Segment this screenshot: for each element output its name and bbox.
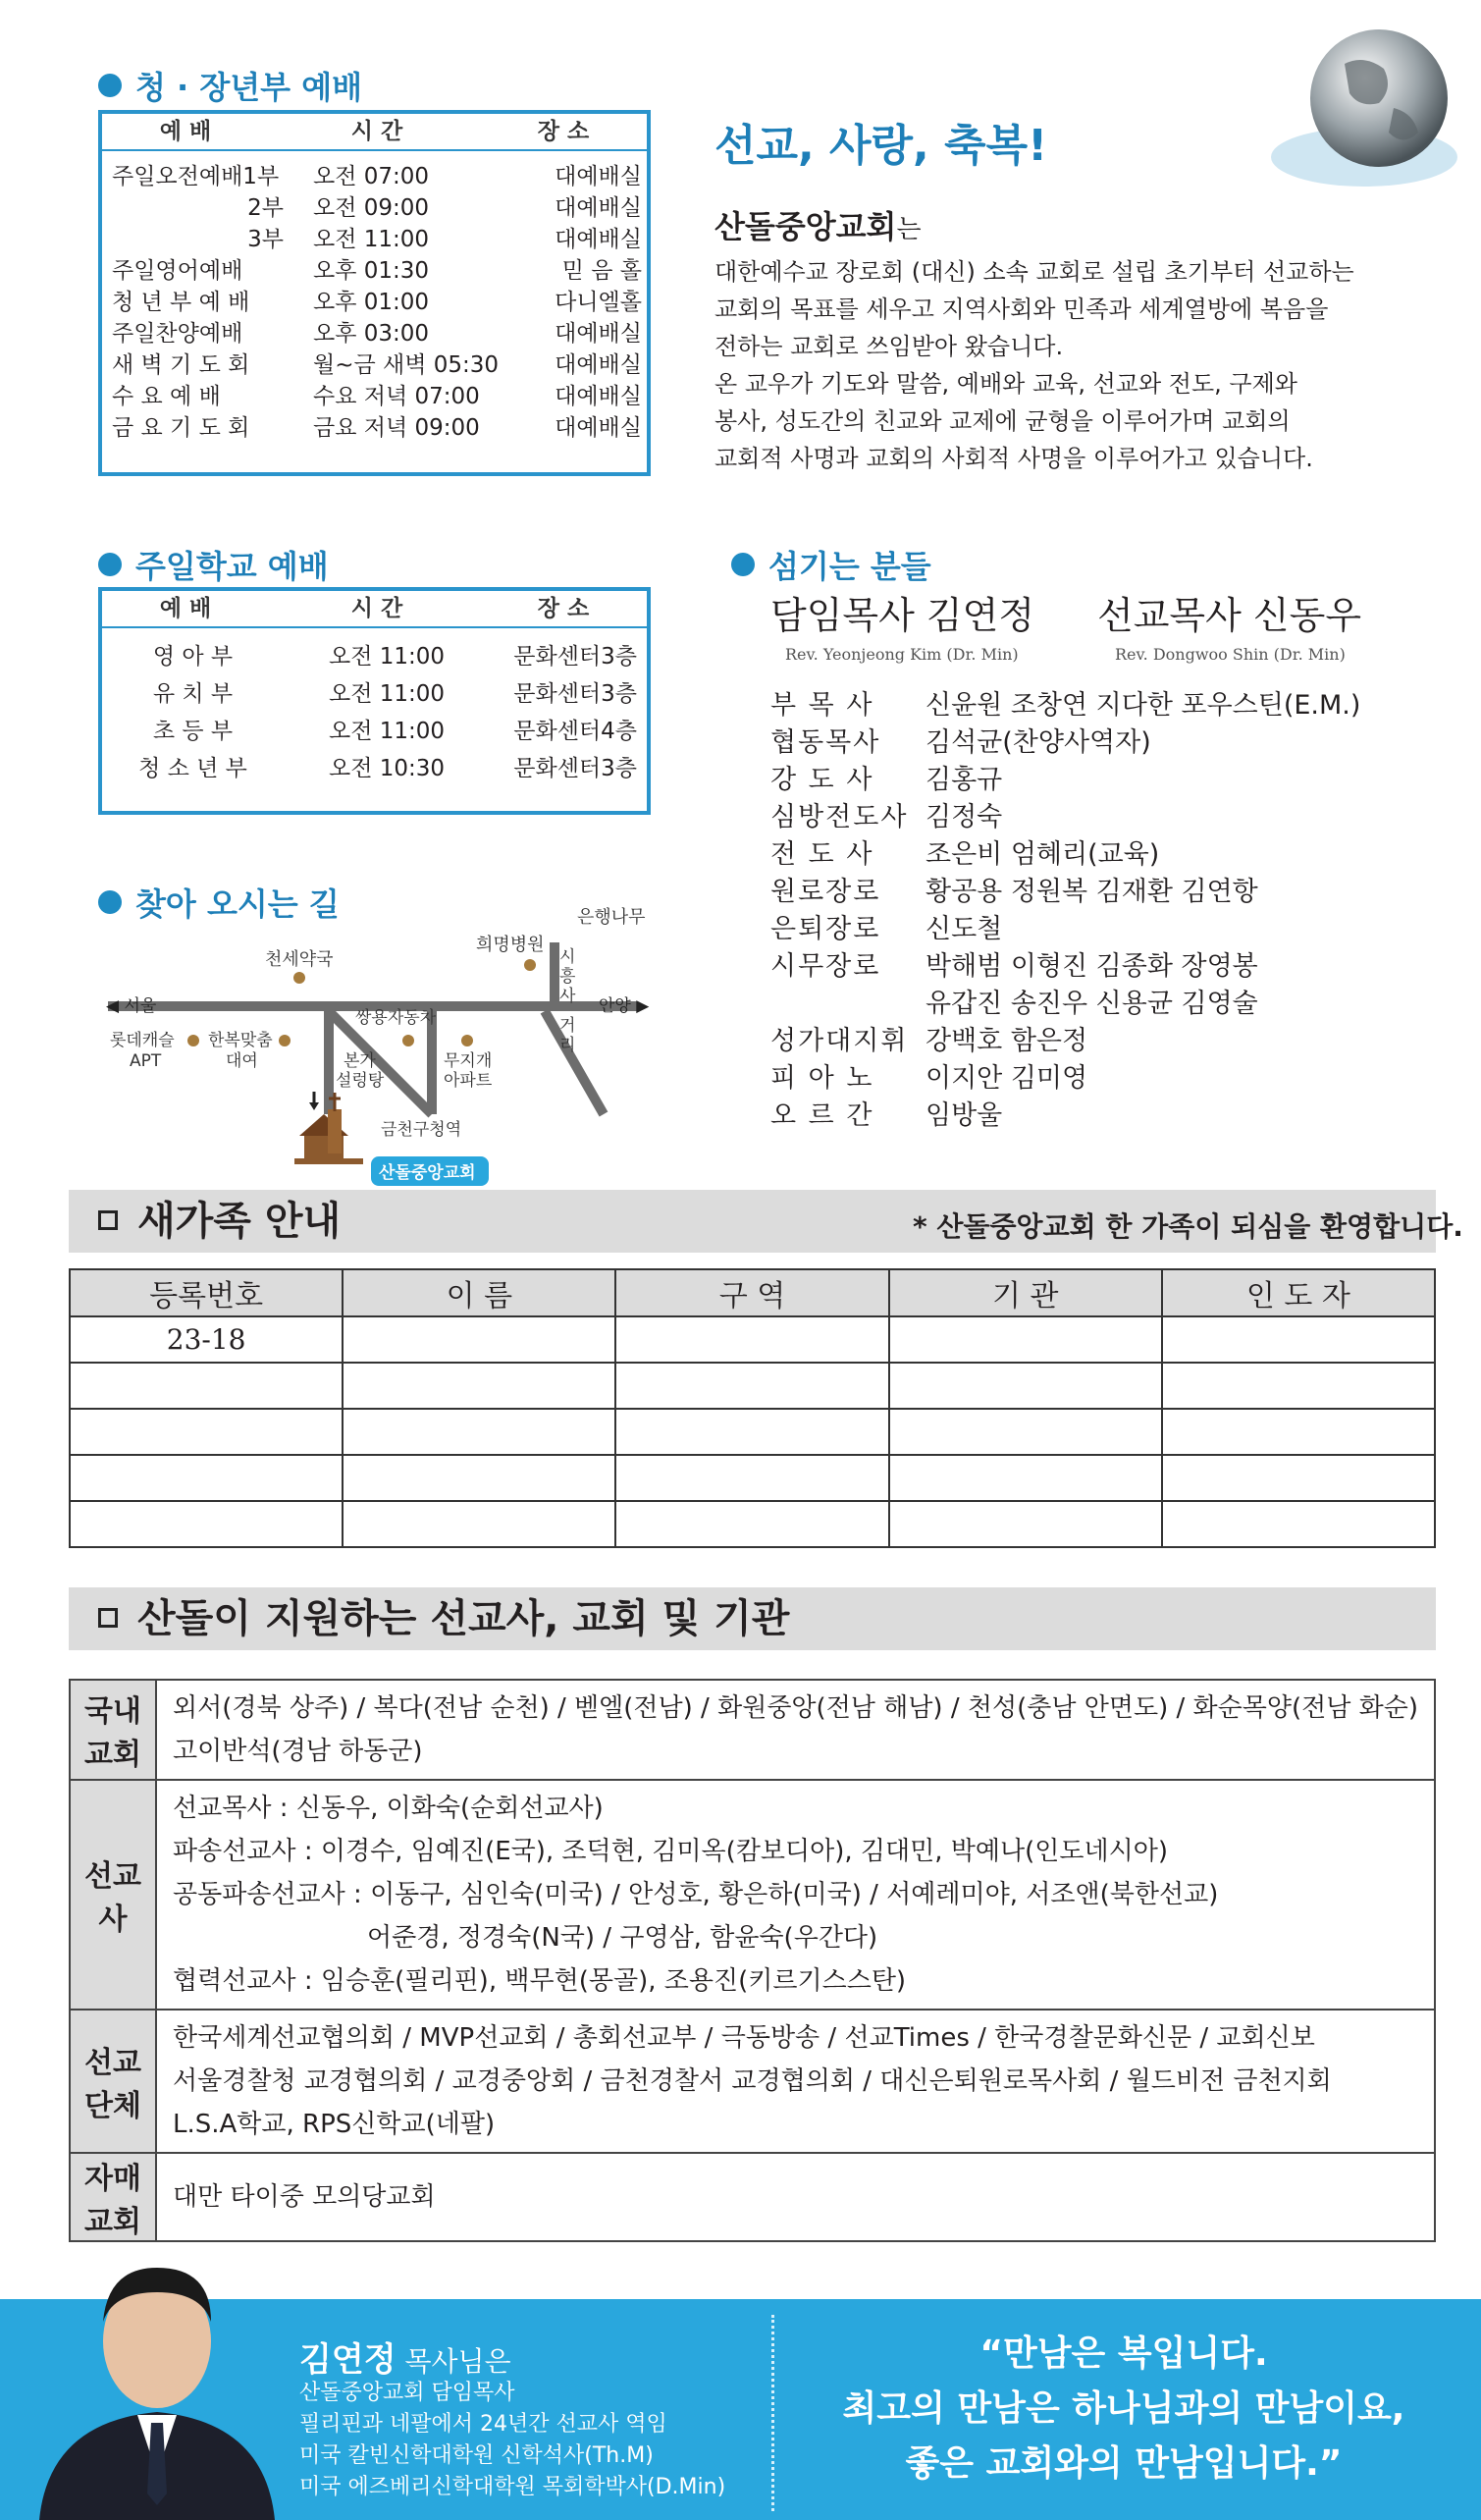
row-worship: 영 아 부 <box>152 644 234 670</box>
map-label-east: 안양 ▶ <box>599 996 650 1016</box>
row-place: 문화센터4층 <box>513 719 637 744</box>
mission-label: 국내교회 <box>70 1680 156 1780</box>
row-time: 오전 09:00 <box>313 195 430 221</box>
row-place: 대예배실 <box>555 321 642 347</box>
table-cell <box>889 1455 1162 1501</box>
mission-content <box>156 2010 1435 2153</box>
header-place: 장 소 <box>537 119 590 144</box>
bullet-dot-icon <box>98 74 122 97</box>
table-cell <box>343 1409 615 1455</box>
mission-label: 선교단체 <box>70 2010 156 2153</box>
servant-names: 김홍규 <box>926 765 1003 795</box>
header-worship: 예 배 <box>159 596 212 621</box>
servants-list <box>770 687 1360 1135</box>
row-time: 월~금 새벽 05:30 <box>313 352 500 378</box>
table-cell <box>343 1455 615 1501</box>
intro-church-suffix: 는 <box>896 215 922 244</box>
youth-worship-rows <box>102 151 647 444</box>
missions-header <box>69 1587 1436 1650</box>
table-header <box>102 114 647 151</box>
row-worship: 수 요 예 배 <box>112 384 221 409</box>
row-time: 오후 01:30 <box>313 258 430 284</box>
servant-row <box>770 1023 1360 1060</box>
table-cell: 23-18 <box>70 1316 343 1363</box>
servant-names: 임방울 <box>926 1100 1003 1131</box>
servant-row <box>770 836 1360 874</box>
table-row <box>102 349 647 381</box>
column-header: 기 관 <box>889 1269 1162 1316</box>
row-worship: 청 년 부 예 배 <box>112 290 250 315</box>
mission-label: 선교사 <box>70 1780 156 2010</box>
table-cell <box>615 1455 888 1501</box>
bullet-dot-icon <box>98 553 122 576</box>
servant-row <box>770 874 1360 911</box>
servant-row <box>770 799 1360 836</box>
servant-row <box>770 762 1360 799</box>
row-place: 대예배실 <box>555 384 642 409</box>
table-cell <box>343 1501 615 1547</box>
table-cell <box>343 1363 615 1409</box>
intro-paragraph <box>714 253 1354 477</box>
row-place: 문화센터3층 <box>513 681 637 707</box>
intro-line: 전하는 교회로 쓰임받아 왔습니다. <box>714 333 1064 360</box>
servant-role <box>770 986 926 1023</box>
youth-worship-table <box>98 110 651 476</box>
servant-names: 황공용 정원복 김재환 김연항 <box>926 877 1258 907</box>
table-cell <box>70 1501 343 1547</box>
footer-quote <box>790 2327 1457 2492</box>
map-label-siheung-3: 사 <box>559 987 576 1006</box>
footer-name-suffix: 목사님은 <box>396 2345 511 2378</box>
table-cell <box>70 1455 343 1501</box>
table-row <box>102 287 647 318</box>
servant-names: 강백호 함은정 <box>926 1026 1088 1056</box>
servant-role: 심방전도사 <box>770 802 909 832</box>
bio-line: 미국 칼빈신학대학원 신학석사(Th.M) <box>299 2443 654 2468</box>
row-time: 오후 01:00 <box>313 290 430 315</box>
map-label-bonga2: 설렁탕 <box>336 1071 385 1091</box>
map-label-hanbok2: 대여 <box>226 1051 258 1071</box>
servant-role: 부 목 사 <box>770 690 874 721</box>
mission-line: 파송선교사 : 이경수, 임예진(E국), 조덕현, 김미옥(캄보디아), 김대민, 박예나(인도네시아) <box>172 1837 1169 1866</box>
servant-role: 성가대지휘 <box>770 1026 909 1056</box>
map-label-pharmacy: 천세약국 <box>265 949 334 970</box>
mission-label: 자매교회 <box>70 2153 156 2241</box>
table-row <box>102 675 647 713</box>
row-place: 믿 음 홀 <box>561 258 642 284</box>
servant-role: 피 아 노 <box>770 1063 874 1094</box>
intro-line: 교회의 목표를 세우고 지역사회와 민족과 세계열방에 복음을 <box>714 295 1329 323</box>
table-cell <box>889 1316 1162 1363</box>
table-cell <box>1162 1501 1435 1547</box>
row-place: 문화센터3층 <box>513 756 637 781</box>
row-place: 대예배실 <box>555 415 642 441</box>
table-cell <box>889 1409 1162 1455</box>
servant-names: 박해범 이형진 김종화 장영봉 <box>926 951 1258 982</box>
directions-map <box>88 903 677 1198</box>
new-family-title: 새가족 안내 <box>137 1199 342 1244</box>
table-cell <box>1162 1409 1435 1455</box>
table-cell <box>615 1363 888 1409</box>
map-label-bonga1: 본가 <box>344 1051 376 1071</box>
table-cell <box>1162 1363 1435 1409</box>
header-worship: 예 배 <box>159 119 212 144</box>
servant-names: 김석균(찬양사역자) <box>926 727 1151 758</box>
table-row <box>102 750 647 787</box>
servant-role: 은퇴장로 <box>770 914 881 944</box>
intro-church-line <box>714 202 922 247</box>
pastor1-name: 담임목사 김연정 <box>770 594 1035 637</box>
table-row <box>70 1455 1435 1501</box>
servant-role: 전 도 사 <box>770 839 874 870</box>
mission-content <box>156 1780 1435 2010</box>
servant-row <box>770 724 1360 762</box>
map-label-siheung-5: 리 <box>559 1036 576 1055</box>
mission-line: 서울경찰청 교경협의회 / 교경중앙회 / 금천경찰서 교경협의회 / 대신은퇴원로목사회 / 월드비전 금천지회 <box>172 2066 1332 2096</box>
intro-church-name: 산돌중앙교회 <box>714 208 897 245</box>
bio-line: 산돌중앙교회 담임목사 <box>299 2381 515 2405</box>
footer-name-line <box>299 2332 511 2381</box>
bio-line: 미국 에즈베리신학대학원 목회학박사(D.Min) <box>299 2475 726 2499</box>
youth-worship-title: 청 · 장년부 예배 <box>98 63 362 108</box>
row-place: 대예배실 <box>555 227 642 252</box>
servant-names: 이지안 김미영 <box>926 1063 1088 1094</box>
servant-role: 오 르 간 <box>770 1100 874 1131</box>
missions-table <box>69 1679 1436 2242</box>
bio-line: 필리핀과 네팔에서 24년간 선교사 역임 <box>299 2412 667 2437</box>
row-worship: 주일찬양예배 <box>112 321 243 347</box>
table-row <box>102 255 647 287</box>
servant-row <box>770 986 1360 1023</box>
checkbox-square-icon <box>98 1608 118 1628</box>
mission-line: 어준경, 정경숙(N국) / 구영삼, 함윤숙(우간다) <box>366 1923 878 1953</box>
map-label-siheung-4: 거 <box>559 1016 576 1036</box>
row-worship: 금 요 기 도 회 <box>112 415 250 441</box>
mission-row <box>70 1680 1435 1780</box>
directions-title: 찾아 오시는 길 <box>98 880 340 925</box>
row-time: 오전 10:30 <box>328 756 446 781</box>
map-label-car: 쌍용자동차 <box>355 1008 437 1028</box>
quote-line: “만남은 복입니다. <box>979 2333 1268 2374</box>
map-label-siheung-2: 흥 <box>559 967 576 987</box>
pastor-photo <box>29 2248 285 2520</box>
mission-line: 대만 타이중 모의당교회 <box>172 2182 436 2212</box>
row-place: 대예배실 <box>555 164 642 189</box>
mission-line: 한국세계선교협의회 / MVP선교회 / 총회선교부 / 극동방송 / 선교Times / 한국경찰문화신문 / 교회신보 <box>172 2023 1315 2053</box>
column-header: 인 도 자 <box>1162 1269 1435 1316</box>
row-worship: 유 치 부 <box>152 681 234 707</box>
row-place: 문화센터3층 <box>513 644 637 670</box>
map-label-mujigae1: 무지개 <box>444 1051 493 1071</box>
row-time: 오전 11:00 <box>328 719 446 744</box>
map-label-church: 산돌중앙교회 <box>379 1163 476 1183</box>
header-place: 장 소 <box>537 596 590 621</box>
row-place: 다니엘홀 <box>555 290 642 315</box>
table-row <box>102 318 647 349</box>
servant-role: 원로장로 <box>770 877 881 907</box>
row-time: 오전 11:00 <box>328 681 446 707</box>
mission-line: L.S.A학교, RPS신학교(네팔) <box>172 2110 496 2139</box>
intro-headline: 선교, 사랑, 축복! <box>714 121 1048 171</box>
mission-row <box>70 2153 1435 2241</box>
table-cell <box>615 1316 888 1363</box>
table-header <box>102 591 647 628</box>
mission-row <box>70 2010 1435 2153</box>
column-header: 등록번호 <box>70 1269 343 1316</box>
map-label-station: 금천구청역 <box>381 1120 462 1140</box>
row-worship: 주일영어예배 <box>112 258 243 284</box>
servant-row <box>770 911 1360 948</box>
footer-name: 김연정 <box>299 2340 397 2380</box>
intro-line: 대한예수교 장로회 (대신) 소속 교회로 설립 초기부터 선교하는 <box>714 258 1354 286</box>
map-label-lotte1: 롯데캐슬 <box>110 1031 175 1050</box>
footer-divider <box>771 2315 774 2511</box>
servant-role: 강 도 사 <box>770 765 874 795</box>
servant-role: 시무장로 <box>770 951 881 982</box>
table-row <box>102 381 647 412</box>
row-time: 오전 11:00 <box>313 227 430 252</box>
row-place: 대예배실 <box>555 352 642 378</box>
map-label-hospital: 희명병원 <box>476 935 545 955</box>
servant-row <box>770 687 1360 724</box>
map-label-lotte2: APT <box>130 1051 162 1071</box>
mission-content <box>156 1680 1435 1780</box>
missions-title: 산돌이 지원하는 선교사, 교회 및 기관 <box>137 1596 790 1641</box>
table-row <box>102 412 647 444</box>
table-cell <box>70 1409 343 1455</box>
intro-line: 교회적 사명과 교회의 사회적 사명을 이루어가고 있습니다. <box>714 445 1313 472</box>
servant-names: 유갑진 송진우 신용균 김영술 <box>926 989 1258 1019</box>
servant-row <box>770 1098 1360 1135</box>
row-worship: 주일오전예배1부 <box>112 164 280 189</box>
mission-content <box>156 2153 1435 2241</box>
mission-line: 외서(경북 상주) / 복다(전남 순천) / 벧엘(전남) / 화원중앙(전남 해남) / 천성(충남 안면도) / 화순목양(전남 화순) <box>172 1693 1418 1723</box>
table-cell <box>615 1409 888 1455</box>
table-row <box>70 1316 1435 1363</box>
mission-line: 고이반석(경남 하동군) <box>172 1737 423 1766</box>
intro-line: 온 교우가 기도와 말씀, 예배와 교육, 선교와 전도, 구제와 <box>714 370 1297 398</box>
table-cell <box>889 1501 1162 1547</box>
quote-line: 최고의 만남은 하나님과의 만남이요, <box>842 2388 1405 2429</box>
servant-names: 조은비 엄혜리(교육) <box>926 839 1160 870</box>
map-label-siheung-1: 시 <box>559 947 576 967</box>
header-time: 시 간 <box>350 596 403 621</box>
checkbox-square-icon <box>98 1210 118 1230</box>
row-worship: 2부 <box>247 195 284 221</box>
column-header: 구 역 <box>615 1269 888 1316</box>
footer-bio <box>299 2378 725 2503</box>
servant-names: 신윤원 조창연 지다한 포우스틴(E.M.) <box>926 690 1361 721</box>
new-family-table <box>69 1268 1436 1548</box>
row-time: 수요 저녁 07:00 <box>313 384 480 409</box>
row-worship: 청 소 년 부 <box>138 756 247 781</box>
table-row <box>102 161 647 192</box>
column-header: 이 름 <box>343 1269 615 1316</box>
row-worship: 3부 <box>247 227 284 252</box>
row-time: 금요 저녁 09:00 <box>313 415 480 441</box>
sunday-school-title: 주일학교 예배 <box>98 542 329 587</box>
map-label-mujigae2: 아파트 <box>444 1071 493 1091</box>
table-cell <box>1162 1316 1435 1363</box>
servant-names: 김정숙 <box>926 802 1003 832</box>
row-time: 오후 03:00 <box>313 321 430 347</box>
table-row <box>102 224 647 255</box>
pastor1-en: Rev. Yeonjeong Kim (Dr. Min) <box>785 645 1019 664</box>
servant-role: 협동목사 <box>770 727 881 758</box>
table-row <box>102 192 647 224</box>
row-time: 오전 07:00 <box>313 164 430 189</box>
table-cell <box>343 1316 615 1363</box>
table-row <box>70 1409 1435 1455</box>
new-family-note: * 산돌중앙교회 한 가족이 되심을 환영합니다. <box>913 1210 1463 1243</box>
bullet-dot-icon <box>731 553 755 576</box>
mission-line: 공동파송선교사 : 이동구, 심인숙(미국) / 안성호, 황은하(미국) / 서예레미야, 서조앤(북한선교) <box>172 1880 1219 1909</box>
quote-line: 좋은 교회와의 만남입니다.” <box>905 2443 1343 2484</box>
sunday-school-rows <box>102 628 647 787</box>
servant-row <box>770 948 1360 986</box>
table-cell <box>615 1501 888 1547</box>
globe-icon <box>1266 20 1462 196</box>
mission-line: 협력선교사 : 임승훈(필리핀), 백무현(몽골), 조용진(키르기스스탄) <box>172 1966 907 1996</box>
intro-line: 봉사, 성도간의 친교와 교제에 균형을 이루어가며 교회의 <box>714 407 1291 435</box>
row-place: 대예배실 <box>555 195 642 221</box>
table-cell <box>889 1363 1162 1409</box>
pastor2-en: Rev. Dongwoo Shin (Dr. Min) <box>1115 645 1346 664</box>
map-label-bank: 은행나무 <box>577 907 646 928</box>
table-row <box>102 713 647 750</box>
sunday-school-table <box>98 587 651 815</box>
mission-line: 선교목사 : 신동우, 이화숙(순회선교사) <box>172 1794 604 1823</box>
map-label-west: ◀ 서울 <box>106 996 157 1016</box>
servant-names: 신도철 <box>926 914 1003 944</box>
row-worship: 새 벽 기 도 회 <box>112 352 250 378</box>
servants-title: 섬기는 분들 <box>731 542 931 587</box>
map-label-hanbok1: 한복맞춤 <box>208 1031 273 1050</box>
pastor2-name: 선교목사 신동우 <box>1097 594 1362 637</box>
table-row <box>70 1363 1435 1409</box>
table-cell <box>1162 1455 1435 1501</box>
table-row <box>102 638 647 675</box>
table-row <box>70 1501 1435 1547</box>
row-worship: 초 등 부 <box>152 719 234 744</box>
header-time: 시 간 <box>350 119 403 144</box>
row-time: 오전 11:00 <box>328 644 446 670</box>
servant-row <box>770 1060 1360 1098</box>
mission-row <box>70 1780 1435 2010</box>
table-cell <box>70 1363 343 1409</box>
